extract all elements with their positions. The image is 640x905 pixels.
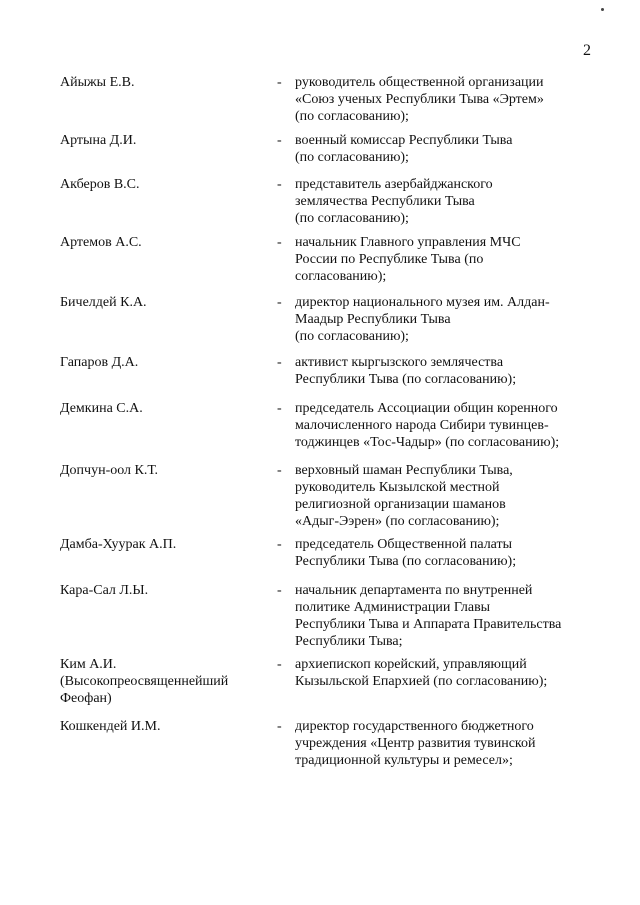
person-name: Кошкендей И.М. [60, 719, 161, 734]
person-name: Гапаров Д.А. [60, 355, 139, 370]
person-name: Кара-Сал Л.Ы. [60, 583, 149, 598]
person-name: Допчун-оол К.Т. [60, 463, 159, 478]
separator-dash: - [277, 177, 282, 192]
separator-dash: - [277, 355, 282, 370]
person-name: Дамба-Хуурак А.П. [60, 537, 177, 552]
person-position: верховный шаман Республики Тыва, руководитель Кызылской местной религиозной организации шаманов «Адыг-Ээрен» (по согласованию); [295, 463, 513, 529]
separator-dash: - [277, 401, 282, 416]
person-position: активист кыргызского землячества Республики Тыва (по согласованию); [295, 355, 517, 387]
separator-dash: - [277, 235, 282, 250]
separator-dash: - [277, 463, 282, 478]
separator-dash: - [277, 657, 282, 672]
person-position: представитель азербайджанского землячества Республики Тыва (по согласованию); [295, 177, 493, 226]
person-position: директор государственного бюджетного учреждения «Центр развития тувинской традиционной культуры и ремесел»; [295, 719, 536, 768]
separator-dash: - [277, 583, 282, 598]
person-name: Акберов В.С. [60, 177, 140, 192]
separator-dash: - [277, 295, 282, 310]
person-name: Айыжы Е.В. [60, 75, 135, 90]
separator-dash: - [277, 75, 282, 90]
separator-dash: - [277, 133, 282, 148]
person-position: начальник департамента по внутренней политике Администрации Главы Республики Тыва и Аппарата Правительства Республики Тыва; [295, 583, 562, 649]
person-position: председатель Общественной палаты Республики Тыва (по согласованию); [295, 537, 517, 569]
person-name: Ким А.И. (Высокопреосвященнейший Феофан) [60, 657, 229, 706]
person-position: начальник Главного управления МЧС России по Республике Тыва (по согласованию); [295, 235, 521, 284]
page-number: 2 [583, 42, 591, 59]
scan-mark [601, 8, 604, 11]
person-name: Демкина С.А. [60, 401, 143, 416]
person-name: Бичелдей К.А. [60, 295, 147, 310]
person-position: руководитель общественной организации «Союз ученых Республики Тыва «Эртем» (по согласованию); [295, 75, 544, 124]
person-position: директор национального музея им. Алдан- Маадыр Республики Тыва (по согласованию); [295, 295, 550, 344]
person-position: председатель Ассоциации общин коренного малочисленного народа Сибири тувинцев- тоджинцев «Тос-Чадыр» (по согласованию); [295, 401, 560, 450]
person-position: военный комиссар Республики Тыва (по согласованию); [295, 133, 513, 165]
person-name: Артемов А.С. [60, 235, 142, 250]
separator-dash: - [277, 537, 282, 552]
person-position: архиепископ корейский, управляющий Кызыльской Епархией (по согласованию); [295, 657, 548, 689]
separator-dash: - [277, 719, 282, 734]
person-name: Артына Д.И. [60, 133, 137, 148]
